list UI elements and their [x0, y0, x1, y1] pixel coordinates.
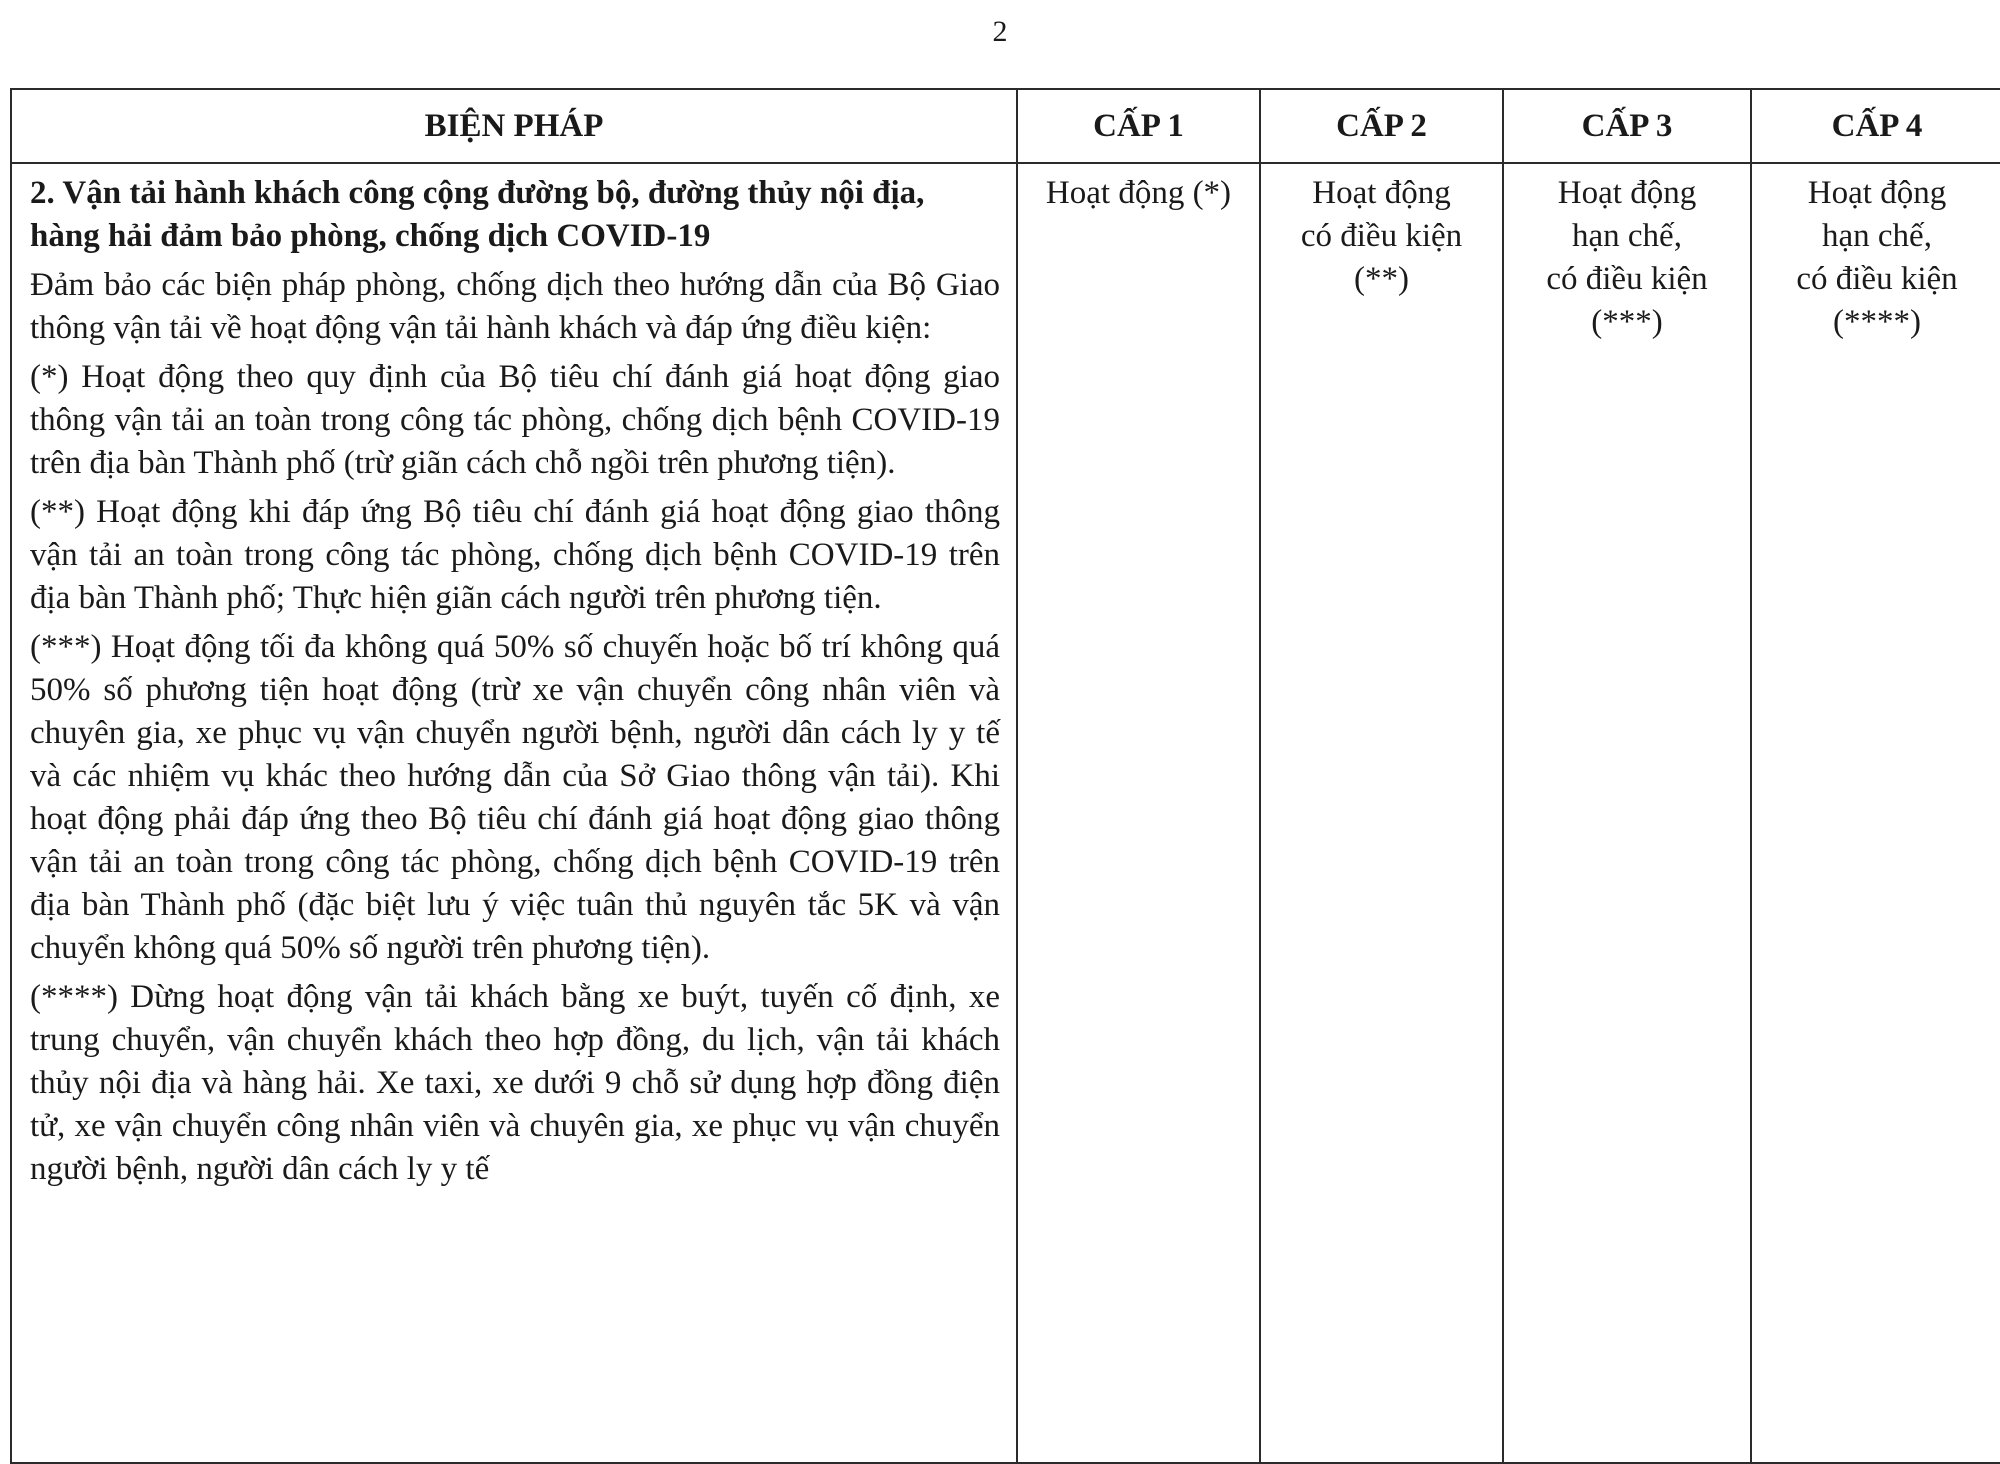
- level-4-line: hạn chế,: [1822, 218, 1932, 254]
- level-4-line: (****): [1833, 304, 1921, 340]
- note-level-4: (****) Dừng hoạt động vận tải khách bằng xe buýt, tuyến cố định, xe trung chuyển, vận chuyển khách theo hợp đồng, du lịch, vận tải khách thủy nội địa và hàng hải. Xe taxi, xe dưới 9 chỗ sử dụng hợp đồng điện tử, xe vận chuyển công nhân viên và chuyên gia, xe phục vụ vận chuyển người bệnh, người dân cách ly y tế: [30, 979, 1000, 1187]
- level-3-line: Hoạt động: [1557, 175, 1697, 211]
- table-row: [11, 163, 2000, 1463]
- section-title: 2. Vận tải hành khách công cộng đường bộ, đường thủy nội địa, hàng hải đảm bảo phòng, chống dịch COVID-19: [30, 175, 925, 254]
- table-header-row: [11, 89, 2000, 163]
- level-2-line: Hoạt động: [1312, 175, 1451, 211]
- page-number: 2: [992, 15, 1008, 48]
- header-level-3: CẤP 3: [1503, 89, 1751, 163]
- level-4-line: có điều kiện: [1796, 261, 1958, 297]
- level-2-line: có điều kiện: [1300, 218, 1463, 254]
- level-1-cell: [1017, 163, 1260, 1463]
- header-measure: BIỆN PHÁP: [11, 89, 1017, 163]
- level-3-line: hạn chế,: [1572, 218, 1682, 254]
- level-3-line: có điều kiện: [1546, 261, 1708, 297]
- note-level-3: (***) Hoạt động tối đa không quá 50% số chuyến hoặc bố trí không quá 50% số phương tiện hoạt động (trừ xe vận chuyển công nhân viên và chuyên gia, xe phục vụ vận chuyển người bệnh, người dân cách ly y tế và các nhiệm vụ khác theo hướng dẫn của Sở Giao thông vận tải). Khi hoạt động phải đáp ứng theo Bộ tiêu chí đánh giá hoạt động giao thông vận tải an toàn trong công tác phòng, chống dịch bệnh COVID-19 trên địa bàn Thành phố (đặc biệt lưu ý việc tuân thủ nguyên tắc 5K và vận chuyển không quá 50% số người trên phương tiện).: [30, 629, 1000, 966]
- level-3-line: (***): [1591, 304, 1663, 340]
- header-level-1: CẤP 1: [1017, 89, 1260, 163]
- level-2-line: (**): [1354, 261, 1409, 297]
- note-level-1: (*) Hoạt động theo quy định của Bộ tiêu chí đánh giá hoạt động giao thông vận tải an toàn trong công tác phòng, chống dịch bệnh COVID-19 trên địa bàn Thành phố (trừ giãn cách chỗ ngồi trên phương tiện).: [30, 359, 1000, 481]
- note-level-2: (**) Hoạt động khi đáp ứng Bộ tiêu chí đánh giá hoạt động giao thông vận tải an toàn trong công tác phòng, chống dịch bệnh COVID-19 trên địa bàn Thành phố; Thực hiện giãn cách người trên phương tiện.: [30, 494, 1000, 616]
- header-level-2: CẤP 2: [1260, 89, 1503, 163]
- measures-table: [10, 88, 2000, 1464]
- level-1-line: Hoạt động (*): [1045, 175, 1232, 211]
- level-2-cell: [1260, 163, 1503, 1463]
- level-3-cell: [1503, 163, 1751, 1463]
- level-4-cell: [1751, 163, 2000, 1463]
- measure-cell: [11, 163, 1017, 1463]
- intro-paragraph: Đảm bảo các biện pháp phòng, chống dịch theo hướng dẫn của Bộ Giao thông vận tải về hoạt động vận tải hành khách và đáp ứng điều kiện:: [30, 267, 1000, 346]
- header-level-4: CẤP 4: [1751, 89, 2000, 163]
- level-4-line: Hoạt động: [1807, 175, 1947, 211]
